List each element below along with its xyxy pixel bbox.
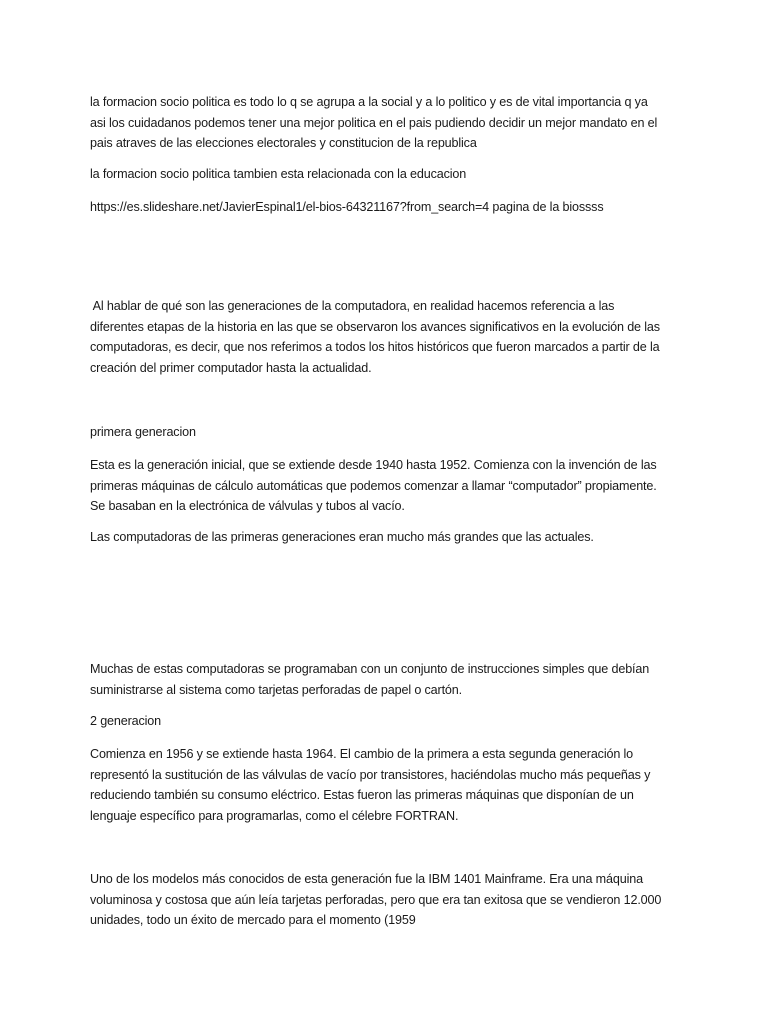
paragraph-ibm-1401: [90, 869, 690, 931]
paragraph-segunda-generacion: [90, 744, 690, 826]
heading-segunda-generacion: [90, 711, 690, 732]
text-line: Al hablar de qué son las generaciones de la computadora, en realidad hacemos referencia a las: [90, 299, 615, 313]
text-line: Comienza en 1956 y se extiende hasta 1964. El cambio de la primera a esta segunda generación lo: [90, 747, 634, 761]
text-line: lenguaje específico para programarlas, como el célebre FORTRAN.: [90, 808, 459, 823]
text-line: representó la sustitución de las válvulas de vacío por transistores, haciéndolas mucho más pequeñas y: [90, 767, 651, 782]
paragraph-generaciones-intro: [90, 296, 690, 378]
paragraph-computadoras-grandes: [90, 527, 690, 548]
text-line: diferentes etapas de la historia en las que se observaron los avances significativos en la evolución de las: [90, 319, 660, 334]
text-line: Muchas de estas computadoras se programaban con un conjunto de instrucciones simples que debían: [90, 662, 650, 676]
text-line: Esta es la generación inicial, que se extiende desde 1940 hasta 1952. Comienza con la invención de las: [90, 458, 657, 472]
paragraph-tarjetas-perforadas: [90, 659, 690, 700]
paragraph-educacion: [90, 164, 690, 185]
text-line: la formacion socio politica tambien esta relacionada con la educacion: [90, 167, 467, 181]
text-line: computadoras, es decir, que nos referimos a todos los hitos históricos que fueron marcados a partir de la: [90, 340, 660, 354]
text-line: pais atraves de las elecciones electorales y constitucion de la republica: [90, 136, 477, 150]
text-line: suministrarse al sistema como tarjetas perforadas de papel o cartón.: [90, 682, 462, 697]
text-line: reduciendo también su consumo eléctrico. Estas fueron las primeras máquinas que disponían de un: [90, 788, 634, 802]
text-line: primera generacion: [90, 425, 196, 439]
text-line: primeras máquinas de cálculo automáticas que podemos comenzar a llamar “computador” propiamente.: [90, 478, 657, 493]
paragraph-url-reference: [90, 197, 690, 218]
text-line: la formacion socio politica es todo lo q se agrupa a la social y a lo politico y es de vital importancia q ya: [90, 95, 648, 109]
text-line: Las computadoras de las primeras generaciones eran mucho más grandes que las actuales.: [90, 530, 594, 544]
text-line: 2 generacion: [90, 714, 162, 728]
paragraph-formacion-socio-politica: [90, 92, 690, 154]
text-line: unidades, todo un éxito de mercado para el momento (1959: [90, 913, 416, 927]
heading-primera-generacion: [90, 422, 690, 443]
text-line: asi los cuidadanos podemos tener una mejor politica en el pais pudiendo decidir un mejor mandato en el: [90, 115, 658, 130]
url-text: https://es.slideshare.net/JavierEspinal1/el-bios-64321167?from_search=4 pagina de la biossss: [90, 200, 604, 214]
text-line: creación del primer computador hasta la actualidad.: [90, 360, 372, 375]
text-line: voluminosa y costosa que aún leía tarjetas perforadas, pero que era tan exitosa que se vendieron 12.000: [90, 892, 662, 907]
text-line: Se basaban en la electrónica de válvulas y tubos al vacío.: [90, 499, 405, 513]
text-line: Uno de los modelos más conocidos de esta generación fue la IBM 1401 Mainframe. Era una máquina: [90, 872, 643, 886]
paragraph-primera-generacion: [90, 455, 690, 517]
